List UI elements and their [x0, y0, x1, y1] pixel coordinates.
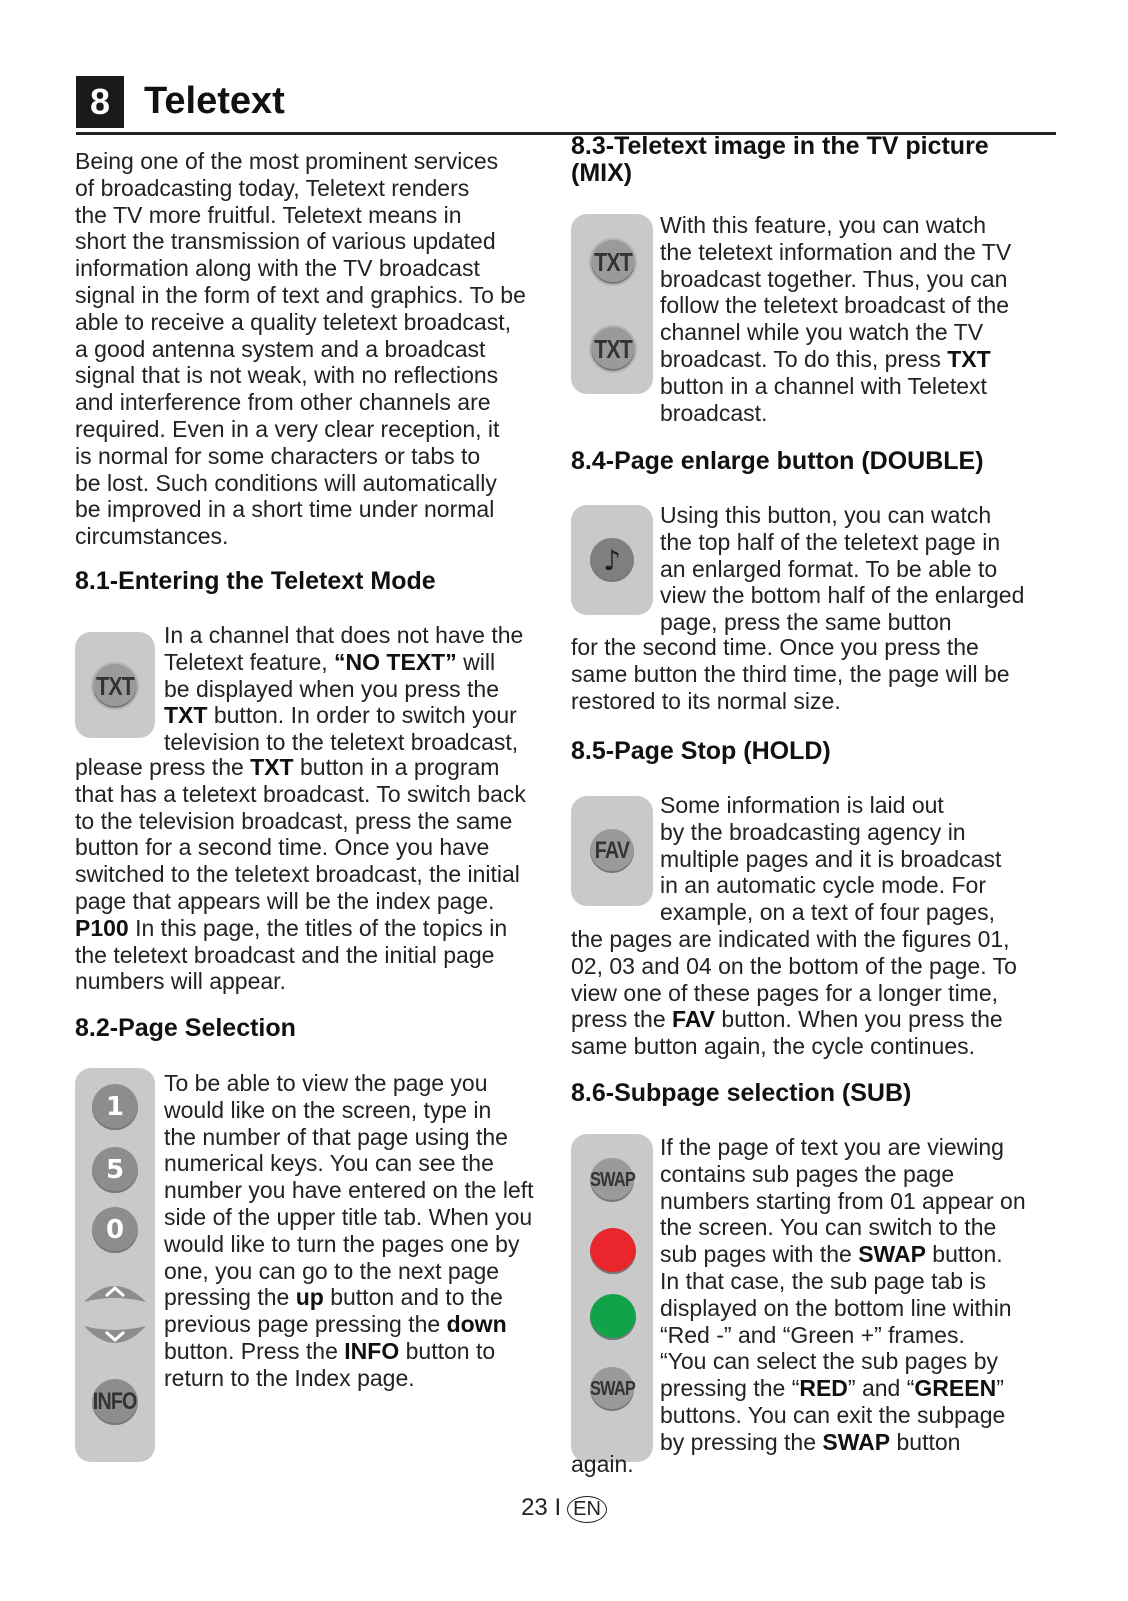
- txt-button-icon: TXT: [91, 662, 139, 710]
- section-81-text-a: In a channel that does not have the Teletext feature, “NO TEXT” will be displayed when you press the TXT button. In order to switch your television to the teletext broadcast,: [164, 622, 524, 756]
- swap-button-icon: SWAP: [590, 1158, 634, 1202]
- chapter-number: 8: [76, 76, 124, 128]
- section-84-text-b: for the second time. Once you press the same button the third time, the page will be restored to its normal size.: [571, 634, 1010, 714]
- txt-button-icon: TXT: [589, 325, 637, 373]
- mix-button-panel: [571, 214, 653, 394]
- up-down-arrow-icons: [82, 1274, 148, 1360]
- txt-button-panel: [75, 632, 155, 738]
- section-83-heading: 8.3-Teletext image in the TV picture (MIX): [571, 132, 989, 187]
- red-button-icon: [590, 1228, 636, 1274]
- intro-line: be lost. Such conditions will automatically: [75, 469, 497, 496]
- section-84-heading: 8.4-Page enlarge button (DOUBLE): [571, 447, 984, 475]
- section-84-text-a: Using this button, you can watch the top half of the teletext page in an enlarged format. To be able to view the bottom half of the enlarged page, press the same button: [660, 502, 1025, 636]
- intro-line: the TV more fruitful. Teletext means in: [75, 201, 462, 228]
- language-badge: EN: [567, 1496, 607, 1523]
- intro-line: be improved in a short time under normal: [75, 496, 495, 523]
- intro-line: required. Even in a very clear reception, it: [75, 415, 500, 442]
- section-86-heading: 8.6-Subpage selection (SUB): [571, 1079, 912, 1107]
- section-85-heading: 8.5-Page Stop (HOLD): [571, 737, 831, 765]
- section-85-text-a: Some information is laid out by the broadcasting agency in multiple pages and it is broadcast in an automatic cycle mode. For example, on a text of four pages,: [660, 792, 1002, 926]
- fav-button-icon: FAV: [590, 829, 634, 873]
- intro-line: of broadcasting today, Teletext renders: [75, 174, 470, 201]
- intro-line: signal in the form of text and graphics. To be: [75, 281, 526, 308]
- info-button-icon: INFO: [92, 1379, 138, 1425]
- intro-paragraph: [75, 148, 545, 550]
- section-83-text: With this feature, you can watch the teletext information and the TV broadcast together. Thus, you can follow the teletext broadcast of the channel while you watch the TV broadcast. To do this, press TXT button in a channel with Teletext broadcast.: [660, 212, 1012, 426]
- section-81-text-b: please press the TXT button in a program that has a teletext broadcast. To switch back to the television broadcast, press the same button for a second time. Once you have switched to the teletext broadcast, the initial page that appears will be the index page. P100 In this page, the titles of the topics in the teletext broadcast and the initial page numbers will appear.: [75, 754, 526, 995]
- page-selection-button-panel: [75, 1068, 155, 1462]
- number-0-button-icon: 0: [92, 1207, 138, 1253]
- page-footer: [0, 1494, 1128, 1523]
- intro-line: able to receive a quality teletext broadcast,: [75, 308, 511, 335]
- green-button-icon: [590, 1294, 636, 1340]
- music-note-icon: ♪: [590, 538, 634, 582]
- intro-line: short the transmission of various updated: [75, 228, 496, 255]
- section-86-text: If the page of text you are viewing contains sub pages the page numbers starting from 01 appear on the screen. You can switch to the sub pages with the SWAP button. In that case, the sub page tab is displayed on the bottom line within “Red -” and “Green +” frames. “You can select the sub pages by pressing the “RED” and “GREEN” buttons. You can exit the subpage by pressing the SWAP button: [660, 1134, 1026, 1455]
- chapter-title: Teletext: [144, 80, 285, 122]
- section-82-heading: 8.2-Page Selection: [75, 1014, 296, 1042]
- section-82-text: To be able to view the page you would like on the screen, type in the number of that page using the numerical keys. You can see the number you have entered on the left side of the upper title tab. When you would like to turn the pages one by one, you can go to the next page pressing the up button and to the previous page pressing the down button. Press the INFO button to return to the Index page.: [164, 1070, 534, 1391]
- intro-line: a good antenna system and a broadcast: [75, 335, 486, 362]
- chapter-header: [76, 76, 1056, 135]
- number-1-button-icon: 1: [92, 1084, 138, 1130]
- page-separator: I: [554, 1494, 562, 1521]
- intro-line: Being one of the most prominent services: [75, 148, 499, 174]
- page-number: 23: [521, 1494, 548, 1521]
- fav-button-panel: [571, 796, 653, 906]
- section-86-text-end: again.: [571, 1451, 634, 1477]
- section-85-text-b: the pages are indicated with the figures 01, 02, 03 and 04 on the bottom of the page. To view one of these pages for a longer time, press the FAV button. When you press the same button again, the cycle continues.: [571, 926, 1017, 1060]
- section-81-heading: 8.1-Entering the Teletext Mode: [75, 567, 436, 595]
- intro-line: signal that is not weak, with no reflections: [75, 362, 499, 389]
- sub-button-panel: [571, 1134, 653, 1462]
- number-5-button-icon: 5: [92, 1147, 138, 1193]
- swap-button-icon: SWAP: [590, 1367, 634, 1411]
- intro-line: is normal for some characters or tabs to: [75, 442, 481, 469]
- txt-button-icon: TXT: [589, 238, 637, 286]
- intro-line: and interference from other channels are: [75, 389, 491, 416]
- intro-line: information along with the TV broadcast: [75, 255, 480, 282]
- double-button-panel: [571, 505, 653, 615]
- intro-line: circumstances.: [75, 523, 229, 550]
